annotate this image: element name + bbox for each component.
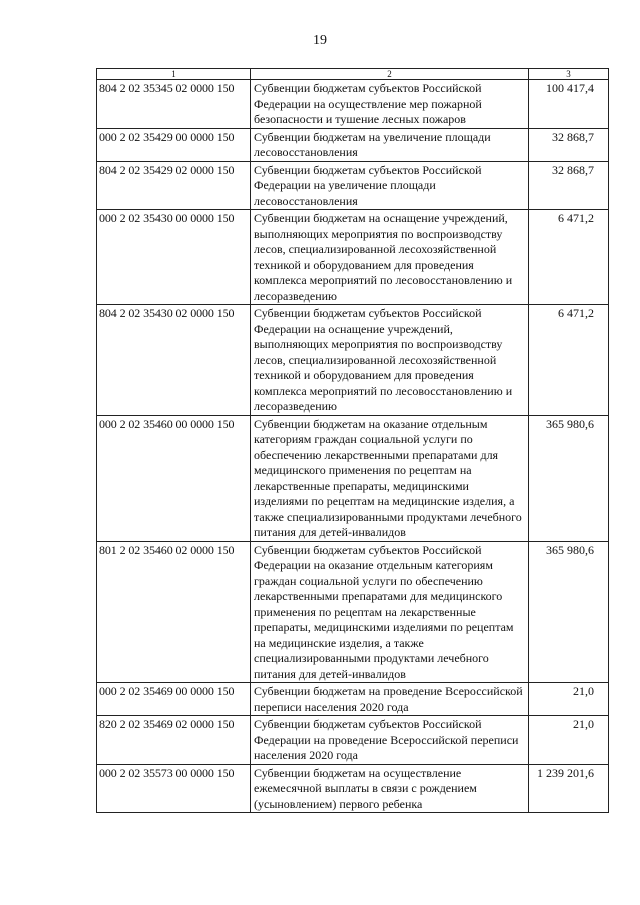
table-row xyxy=(97,161,609,210)
row-code: 804 2 02 35429 02 0000 150 xyxy=(97,161,251,210)
row-code: 804 2 02 35345 02 0000 150 xyxy=(97,80,251,129)
budget-table xyxy=(96,68,609,813)
row-amount: 100 417,4 xyxy=(529,80,609,129)
row-amount: 6 471,2 xyxy=(529,210,609,305)
row-name: Субвенции бюджетам на увеличение площади лесовосстановления xyxy=(251,128,529,161)
table-row xyxy=(97,764,609,813)
row-code: 000 2 02 35469 00 0000 150 xyxy=(97,683,251,716)
row-amount: 365 980,6 xyxy=(529,415,609,541)
row-name: Субвенции бюджетам субъектов Российской Федерации на оказание отдельным категориям граждан социальной услуги по обеспечению лекарственными препаратами для медицинского применения по рецептам на лекарственные препараты, медицинскими изделиями по рецептам на медицинские изделия, а также специализированными продуктами лечебного питания для детей-инвалидов xyxy=(251,541,529,683)
row-amount: 6 471,2 xyxy=(529,305,609,416)
row-name: Субвенции бюджетам субъектов Российской Федерации на оснащение учреждений, выполняющих мероприятия по воспроизводству лесов, специализированной лесохозяйственной техникой и оборудованием для проведения комплекса мероприятий по лесовосстановлению и лесоразведению xyxy=(251,305,529,416)
table-row xyxy=(97,683,609,716)
table-row xyxy=(97,305,609,416)
table-row xyxy=(97,210,609,305)
row-name: Субвенции бюджетам субъектов Российской Федерации на осуществление мер пожарной безопасности и тушение лесных пожаров xyxy=(251,80,529,129)
row-code: 804 2 02 35430 02 0000 150 xyxy=(97,305,251,416)
row-amount: 32 868,7 xyxy=(529,128,609,161)
column-header-code: 1 xyxy=(97,69,251,80)
page-number: 19 xyxy=(313,33,327,48)
row-amount: 365 980,6 xyxy=(529,541,609,683)
column-header-amount: 3 xyxy=(529,69,609,80)
row-name: Субвенции бюджетам на оснащение учреждений, выполняющих мероприятия по воспроизводству лесов, специализированной лесохозяйственной техникой и оборудованием для проведения комплекса мероприятий по лесовосстановлению и лесоразведению xyxy=(251,210,529,305)
row-amount: 21,0 xyxy=(529,716,609,765)
table-row xyxy=(97,716,609,765)
table-header-row xyxy=(97,69,609,80)
row-name: Субвенции бюджетам на проведение Всероссийской переписи населения 2020 года xyxy=(251,683,529,716)
row-code: 000 2 02 35429 00 0000 150 xyxy=(97,128,251,161)
row-code: 801 2 02 35460 02 0000 150 xyxy=(97,541,251,683)
row-name: Субвенции бюджетам субъектов Российской Федерации на проведение Всероссийской переписи населения 2020 года xyxy=(251,716,529,765)
row-amount: 32 868,7 xyxy=(529,161,609,210)
row-code: 000 2 02 35460 00 0000 150 xyxy=(97,415,251,541)
row-code: 000 2 02 35430 00 0000 150 xyxy=(97,210,251,305)
row-amount: 1 239 201,6 xyxy=(529,764,609,813)
table-row xyxy=(97,80,609,129)
row-code: 000 2 02 35573 00 0000 150 xyxy=(97,764,251,813)
table-row xyxy=(97,541,609,683)
column-header-name: 2 xyxy=(251,69,529,80)
row-name: Субвенции бюджетам на оказание отдельным категориям граждан социальной услуги по обеспечению лекарственными препаратами для медицинского применения по рецептам на лекарственные препараты, медицинскими изделиями по рецептам на медицинские изделия, а также специализированными продуктами лечебного питания для детей-инвалидов xyxy=(251,415,529,541)
row-name: Субвенции бюджетам на осуществление ежемесячной выплаты в связи с рождением (усыновлением) первого ребенка xyxy=(251,764,529,813)
row-amount: 21,0 xyxy=(529,683,609,716)
row-name: Субвенции бюджетам субъектов Российской Федерации на увеличение площади лесовосстановления xyxy=(251,161,529,210)
table-row xyxy=(97,128,609,161)
table-row xyxy=(97,415,609,541)
row-code: 820 2 02 35469 02 0000 150 xyxy=(97,716,251,765)
